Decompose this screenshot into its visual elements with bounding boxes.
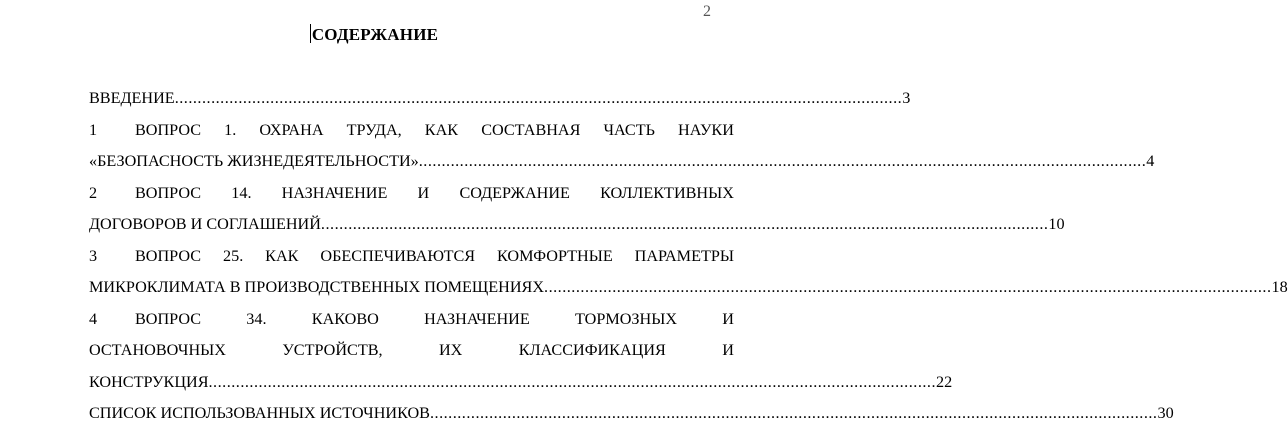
word: И [722, 341, 734, 359]
word: ВОПРОС [135, 183, 202, 202]
toc-entry-text: МИКРОКЛИМАТА В ПРОИЗВОДСТВЕННЫХ ПОМЕЩЕНИЯХ [89, 278, 545, 296]
toc-entry-sources[interactable] [89, 400, 1174, 432]
toc-entry-intro[interactable] [89, 85, 911, 117]
leader-dots: ................................................................................................................................................................ [544, 278, 1272, 296]
toc-entry-text: СПИСОК ИСПОЛЬЗОВАННЫХ ИСТОЧНИКОВ [89, 404, 430, 422]
word: КЛАССИФИКАЦИЯ [518, 341, 666, 359]
word: СОСТАВНАЯ [481, 120, 581, 139]
word: СОДЕРЖАНИЕ [459, 183, 570, 202]
title-text: СОДЕРЖАНИЕ [311, 25, 439, 44]
toc-entry-3-line-1[interactable] [89, 243, 734, 275]
toc-entry-1-line-2[interactable] [89, 148, 1155, 180]
word: ВОПРОС [135, 120, 202, 139]
toc-entry-4-line-3[interactable] [89, 369, 953, 401]
word: 14. [231, 183, 252, 202]
toc-page-number: 22 [936, 372, 953, 391]
toc-entry-number: 1 [89, 120, 98, 139]
toc-page-number: 4 [1146, 152, 1155, 170]
word: ВОПРОС [135, 246, 202, 265]
word: КАКОВО [311, 309, 379, 328]
word: ТРУДА, [346, 120, 402, 139]
toc-entry-text: КОНСТРУКЦИЯ [89, 372, 209, 391]
word: ЧАСТЬ [603, 120, 655, 139]
toc-page-number: 30 [1157, 404, 1174, 422]
leader-dots: ................................................................................................................................................................ [429, 404, 1158, 422]
word: ОСТАНОВОЧНЫХ [89, 341, 226, 359]
leader-dots: ................................................................................................................................................................ [320, 215, 1049, 233]
word: НАЗНАЧЕНИЕ [281, 183, 388, 202]
toc-page-number: 10 [1048, 215, 1065, 233]
word: ИХ [438, 341, 463, 359]
toc-entry-text: «БЕЗОПАСНОСТЬ ЖИЗНЕДЕЯТЕЛЬНОСТИ» [89, 152, 419, 170]
toc-entry-2-line-2[interactable] [89, 211, 1065, 243]
toc-entry-number: 4 [89, 309, 98, 328]
table-of-contents [89, 85, 1288, 432]
leader-dots: ................................................................................................................................................................ [208, 372, 936, 391]
word: УСТРОЙСТВ, [282, 341, 383, 359]
toc-entry-number: 2 [89, 183, 98, 202]
word: И [722, 309, 734, 328]
leader-dots: ................................................................................................................................................................ [418, 152, 1147, 170]
word: КОМФОРТНЫЕ [497, 246, 613, 265]
word: НАУКИ [678, 120, 734, 139]
word: ТОРМОЗНЫХ [574, 309, 678, 328]
word: КАК [424, 120, 459, 139]
text-cursor [310, 24, 311, 43]
word: 34. [246, 309, 267, 328]
word: 25. [223, 246, 244, 265]
word: И [417, 183, 430, 202]
toc-page-number: 18 [1271, 278, 1288, 296]
page-number: 2 [703, 3, 711, 20]
toc-entry-text: ВВЕДЕНИЕ [89, 89, 175, 107]
toc-entry-number: 3 [89, 246, 98, 265]
word: КОЛЛЕКТИВНЫХ [600, 183, 734, 202]
toc-entry-1-line-1[interactable] [89, 117, 734, 149]
leader-dots: ................................................................................................................................................................ [174, 89, 903, 107]
word: ОБЕСПЕЧИВАЮТСЯ [320, 246, 476, 265]
toc-entry-2-line-1[interactable] [89, 180, 734, 212]
toc-entry-3-line-2[interactable] [89, 274, 1288, 306]
word: ОХРАНА [259, 120, 324, 139]
document-title [0, 24, 748, 45]
word: ПАРАМЕТРЫ [634, 246, 734, 265]
toc-entry-text: ДОГОВОРОВ И СОГЛАШЕНИЙ [89, 215, 321, 233]
word: НАЗНАЧЕНИЕ [424, 309, 530, 328]
word: 1. [224, 120, 237, 139]
word: ВОПРОС [135, 309, 202, 328]
toc-entry-4-line-1[interactable] [89, 306, 734, 338]
toc-entry-4-line-2[interactable] [89, 337, 734, 369]
toc-page-number: 3 [902, 89, 911, 107]
word: КАК [265, 246, 299, 265]
